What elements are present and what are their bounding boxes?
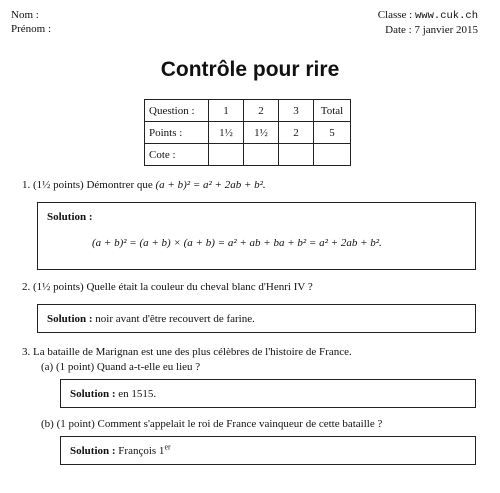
solution-label: Solution :: [47, 211, 93, 223]
table-cell: 2: [244, 100, 279, 122]
solution-box-3b: [60, 436, 476, 465]
solution-box-3a: [60, 379, 476, 408]
solution-label: Solution :: [47, 313, 93, 325]
table-cell: 5: [314, 122, 351, 144]
row-label: Cote :: [145, 144, 209, 166]
page-title: Contrôle pour rire: [160, 58, 340, 81]
question-2: [22, 280, 313, 294]
table-cell: 1½: [244, 122, 279, 144]
question-text: Démontrer que: [86, 179, 153, 191]
row-label: Points :: [145, 122, 209, 144]
question-number: 1.: [22, 179, 31, 191]
question-3a: [41, 360, 200, 374]
nom-label: Nom :: [11, 9, 39, 21]
table-cell: 3: [279, 100, 314, 122]
solution-label: Solution :: [70, 445, 116, 457]
question-formula: (a + b)² = a² + 2ab + b².: [155, 179, 266, 191]
question-text: Quelle était la couleur du cheval blanc d'Henri IV ?: [86, 281, 313, 293]
table-cell: 1½: [209, 122, 244, 144]
solution-box-1: [37, 202, 476, 270]
question-text: Comment s'appelait le roi de France vainqueur de cette bataille ?: [97, 418, 383, 430]
classe-value: www.cuk.ch: [414, 10, 478, 22]
table-row-cote: [145, 144, 351, 166]
table-cell: Total: [314, 100, 351, 122]
date-text: Date : 7 janvier 2015: [385, 24, 478, 36]
classe-line: [378, 8, 478, 23]
table-cell: 1: [209, 100, 244, 122]
subquestion-label: (a): [41, 361, 54, 373]
question-points: (1 point): [56, 418, 95, 430]
classe-label: Classe :: [377, 9, 413, 21]
question-points: (1 point): [55, 361, 95, 373]
cote-cell-empty[interactable]: [244, 144, 279, 166]
question-3: [22, 345, 352, 359]
cote-cell-empty[interactable]: [314, 144, 351, 166]
question-3b: [41, 417, 382, 431]
row-label: Question :: [145, 100, 209, 122]
cote-cell-empty[interactable]: [279, 144, 314, 166]
solution-text: François 1: [118, 445, 165, 457]
table-cell: 2: [279, 122, 314, 144]
table-row-question: [145, 100, 351, 122]
header-left: [11, 8, 51, 36]
question-points: (1½ points): [33, 281, 84, 293]
solution-box-2: [37, 304, 476, 333]
question-text: La bataille de Marignan est une des plus célèbres de l'histoire de France.: [33, 346, 352, 358]
solution-formula: (a + b)² = (a + b) × (a + b) = a² + ab + ba + b² = a² + 2ab + b².: [92, 237, 382, 249]
question-1: [22, 178, 266, 192]
table-row-points: [145, 122, 351, 144]
prenom-label: Prénom :: [11, 23, 52, 35]
question-text: Quand a-t-elle eu lieu ?: [96, 361, 201, 373]
question-points: (1½ points): [33, 179, 84, 191]
solution-text: en 1515.: [118, 388, 157, 400]
solution-superscript: er: [164, 442, 171, 452]
score-table: [144, 99, 351, 166]
solution-label: Solution :: [70, 388, 116, 400]
question-number: 3.: [22, 346, 31, 358]
cote-cell-empty[interactable]: [209, 144, 244, 166]
question-number: 2.: [22, 281, 31, 293]
subquestion-label: (b): [41, 418, 54, 430]
header-right: [378, 8, 478, 37]
solution-text: noir avant d'être recouvert de farine.: [95, 313, 255, 325]
